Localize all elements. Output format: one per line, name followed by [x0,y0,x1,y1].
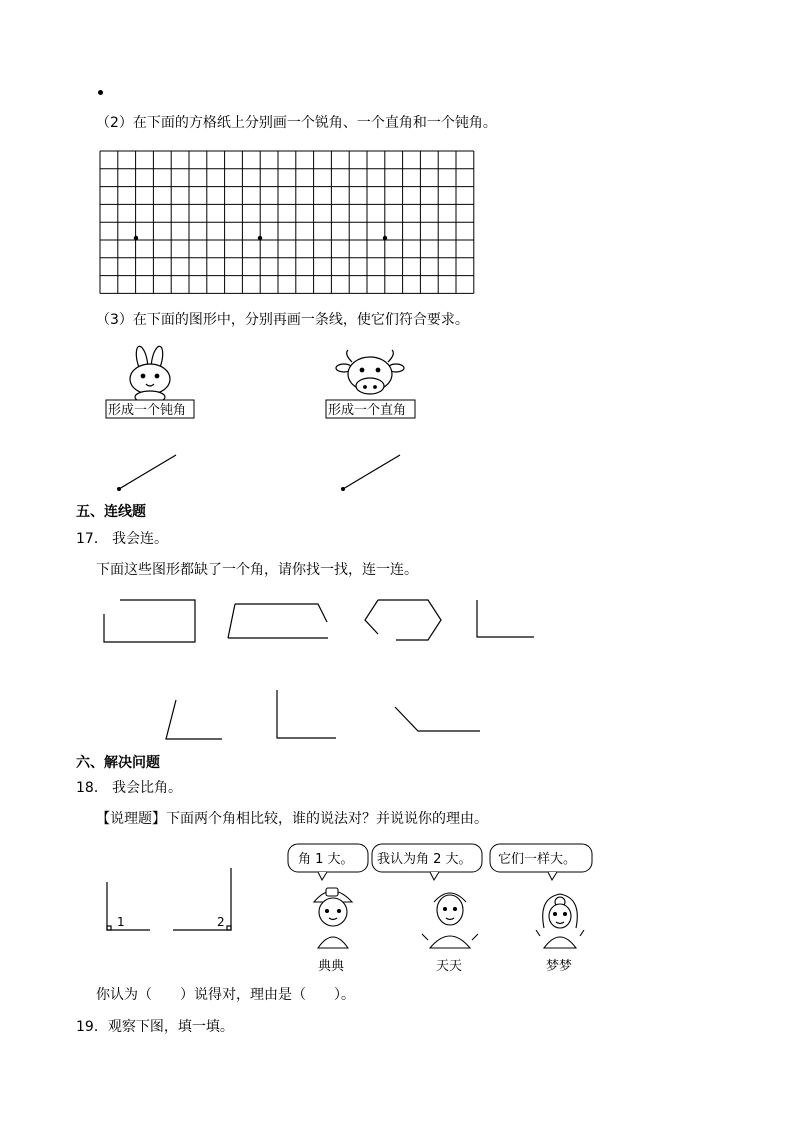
bubble-1-text: 角 1 大。 [298,852,354,867]
compare-angles [107,868,231,930]
q18-answer-line[interactable]: 你认为（ ）说得对，理由是（ ）。 [96,987,355,1003]
grid-paper[interactable] [100,151,474,293]
rabbit-label-text: 形成一个钝角 [108,403,187,418]
angle-right [277,690,336,738]
grid-dot-2 [258,236,262,240]
grid-dot-1 [134,236,138,240]
cow-label-text: 形成一个直角 [328,403,407,418]
angle-1-right-mark [107,926,111,930]
angle-1 [107,882,150,930]
incomplete-shapes[interactable] [104,600,534,642]
shape-hexagon-left [365,600,378,634]
rabbit-base-line [119,455,176,489]
cow-illustration [336,350,404,394]
section5-heading: 五、连线题 [76,504,146,520]
q17-instruction: 下面这些图形都缺了一个角，请你找一找，连一连。 [96,562,418,578]
q16-part2-instruction: （2）在下面的方格纸上分别画一个锐角、一个直角和一个钝角。 [96,115,497,131]
shape-rectangle [104,600,195,642]
character-diandian [314,888,352,948]
angle-obtuse [395,707,480,731]
angle-1-label: 1 [117,915,125,929]
bubble-3-text: 它们一样大。 [498,852,577,867]
grid-dot-3 [383,236,387,240]
angle-acute [166,700,222,739]
character-mengmeng [536,894,584,948]
q19-instruction: 19．观察下图，填一填。 [76,1019,234,1035]
angle-2-label: 2 [217,915,225,929]
shape-trapezoid [235,604,327,622]
q18-title: 我会比角。 [112,780,182,796]
name-diandian: 典典 [318,959,345,974]
base-line-endpoints [117,487,345,491]
q18-instruction: 【说理题】下面两个角相比较，谁的说法对？并说说你的理由。 [96,811,488,827]
name-mengmeng: 梦梦 [546,959,573,974]
q17-title: 我会连。 [112,531,168,547]
shape-trapezoid-side [228,604,235,638]
bubble-2-text: 我认为角 2 大。 [377,852,472,867]
missing-angles[interactable] [166,690,480,739]
shape-hexagon [378,600,441,640]
name-tiantian: 天天 [436,959,463,974]
rabbit-illustration [130,345,170,403]
cow-base-line [343,455,400,489]
character-tiantian [422,893,478,948]
drawing-base-lines[interactable] [119,455,400,489]
q17-number: 17． [76,531,108,547]
section6-heading: 六、解决问题 [76,755,160,771]
q16-part3-instruction: （3）在下面的图形中，分别再画一条线，使它们符合要求。 [96,312,469,328]
q18-number: 18． [76,780,108,796]
shape-triangle [477,600,534,637]
